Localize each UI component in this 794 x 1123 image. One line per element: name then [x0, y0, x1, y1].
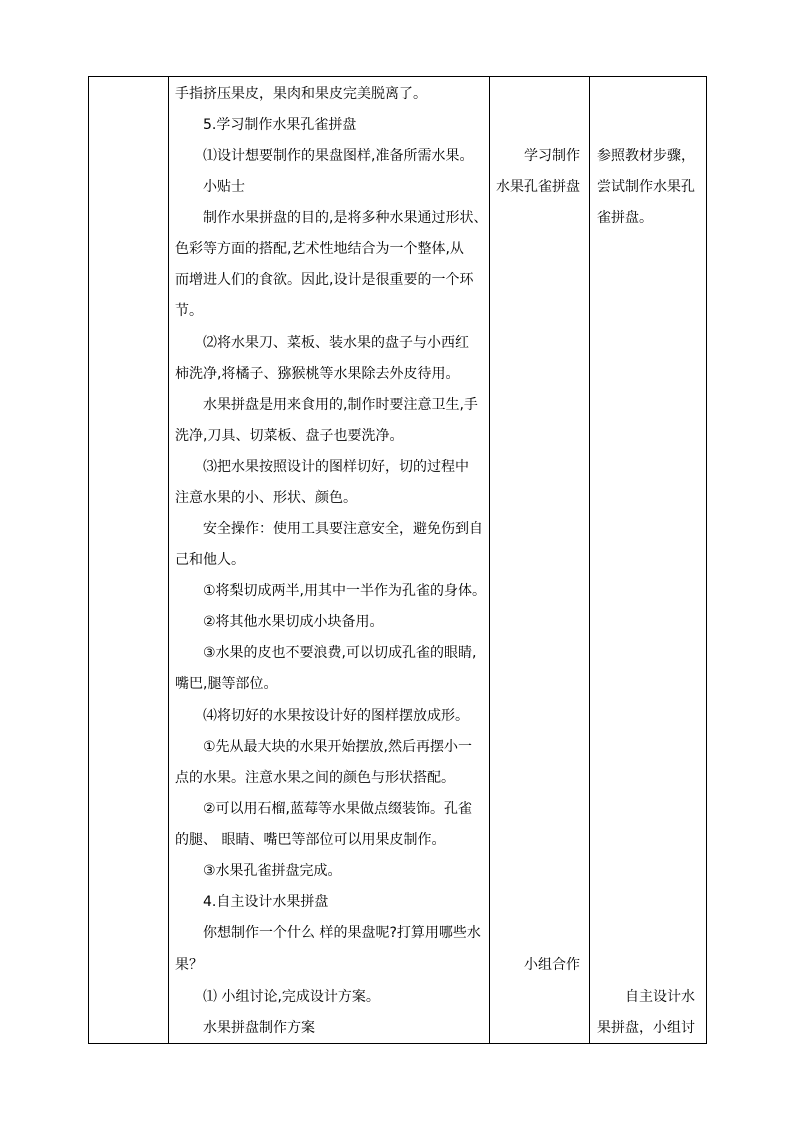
content-line: 己和他人。 — [175, 552, 245, 568]
content-line: ⑶把水果按照设计的图样切好，切的过程中 — [203, 459, 469, 475]
lesson-table — [88, 76, 707, 1044]
content-line: ⑷将切好的水果按设计好的图样摆放成形。 — [203, 708, 469, 724]
content-line: ②可以用石榴,蓝莓等水果做点缀装饰。孔雀 — [203, 801, 472, 817]
content-cell — [175, 77, 487, 1043]
content-line: ③水果孔雀拼盘完成。 — [203, 863, 342, 879]
content-line: 手指挤压果皮，果肉和果皮完美脱离了。 — [175, 86, 427, 102]
content-line: 注意水果的小、形状、颜色。 — [175, 490, 357, 506]
content-line: 节。 — [175, 303, 203, 319]
content-line: ③水果的皮也不要浪费,可以切成孔雀的眼睛, — [203, 645, 477, 661]
section-heading: 5.学习制作水果孔雀拼盘 — [203, 117, 357, 133]
section-heading: 4.自主设计水果拼盘 — [203, 894, 329, 910]
student-activity-line: 雀拼盘。 — [597, 210, 653, 226]
teacher-activity-line: 小组合作 — [524, 957, 580, 973]
content-line: 嘴巴,腿等部位。 — [175, 676, 278, 692]
content-line: ⑴ 小组讨论,完成设计方案。 — [203, 989, 380, 1005]
content-line: 柿洗净,将橘子、猕猴桃等水果除去外皮待用。 — [175, 366, 460, 382]
content-line: 色彩等方面的搭配,艺术性地结合为一个整体,从 — [175, 241, 464, 257]
student-activity-line: 参照教材步骤， — [597, 148, 695, 164]
tip-heading: 小贴士 — [203, 179, 245, 195]
content-line: 果？ — [175, 957, 203, 973]
column-divider — [168, 77, 169, 1043]
content-line: ⑵将水果刀、菜板、装水果的盘子与小西红 — [203, 335, 469, 351]
content-line: 水果拼盘是用来食用的,制作时要注意卫生,手 — [203, 397, 478, 413]
content-line: ①先从最大块的水果开始摆放,然后再摆小一 — [203, 739, 472, 755]
student-activity-line: 尝试制作水果孔 — [597, 179, 695, 195]
student-activity-cell — [590, 77, 707, 1043]
teacher-activity-line: 学习制作 — [524, 148, 580, 164]
content-line: ①将梨切成两半,用其中一半作为孔雀的身体。 — [203, 583, 486, 599]
content-line: 而增进人们的食欲。因此,设计是很重要的一个环 — [175, 272, 474, 288]
teacher-activity-cell — [490, 77, 589, 1043]
safety-note: 安全操作：使用工具要注意安全，避免伤到自 — [203, 521, 483, 537]
student-activity-line: 自主设计水 — [625, 989, 695, 1005]
plan-heading: 水果拼盘制作方案 — [203, 1020, 315, 1036]
empty-left-cell — [89, 77, 168, 1043]
content-line: ⑴设计想要制作的果盘图样,准备所需水果。 — [203, 148, 474, 164]
content-line: 点的水果。注意水果之间的颜色与形状搭配。 — [175, 770, 455, 786]
content-line: 制作水果拼盘的目的,是将多种水果通过形状、 — [203, 210, 487, 226]
content-line: 你想制作一个什么 样的果盘呢?打算用哪些水 — [203, 925, 481, 941]
content-line: 洗净,刀具、切菜板、盘子也要洗净。 — [175, 428, 404, 444]
student-activity-line: 果拼盘，小组讨 — [597, 1020, 695, 1036]
teacher-activity-line: 水果孔雀拼盘 — [496, 179, 580, 195]
content-line: ②将其他水果切成小块备用。 — [203, 614, 384, 630]
content-line: 的腿、 眼睛、嘴巴等部位可以用果皮制作。 — [175, 832, 446, 848]
